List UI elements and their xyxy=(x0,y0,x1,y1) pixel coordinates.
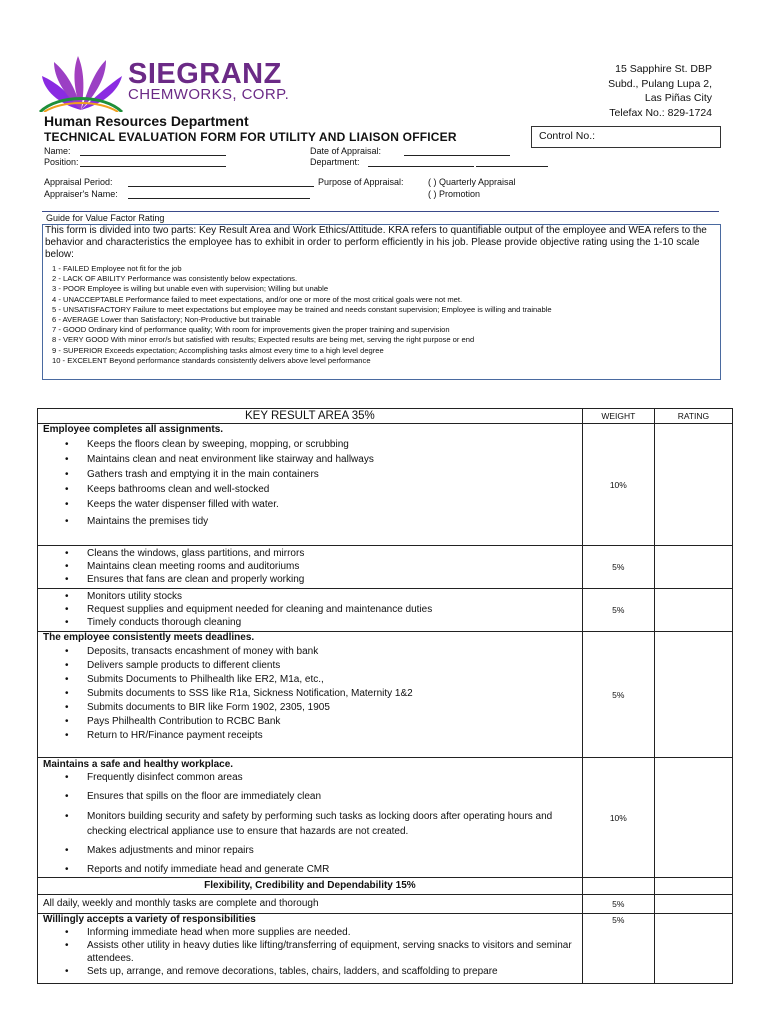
list-item: • Frequently disinfect common areas xyxy=(87,771,582,785)
kra-table xyxy=(37,408,733,984)
kra-cell xyxy=(38,589,583,632)
weight-header: WEIGHT xyxy=(582,409,654,424)
rating-cell[interactable] xyxy=(654,895,732,914)
table-row xyxy=(38,914,733,984)
scale-item: 8 - VERY GOOD With minor error/s but satisfied with results; Expected results are being met, serving the right purpose or end xyxy=(52,335,475,345)
weight-cell: 5% xyxy=(582,546,654,589)
department-field-ext[interactable] xyxy=(476,166,548,167)
company-logo xyxy=(38,54,124,112)
list-item: • Request supplies and equipment needed for cleaning and maintenance duties xyxy=(87,603,582,616)
rating-scale-list xyxy=(52,264,552,366)
task-list xyxy=(38,589,582,629)
control-no-label: Control No.: xyxy=(539,130,596,142)
task-list xyxy=(38,546,582,586)
weight-cell: 5% xyxy=(582,589,654,632)
department-label: Department: xyxy=(310,157,360,167)
appraiser-name-field[interactable] xyxy=(128,198,310,199)
table-row xyxy=(38,424,733,546)
address-line: Las Piñas City xyxy=(644,92,712,104)
list-item: • Informing immediate head when more supplies are needed. xyxy=(87,926,582,939)
scale-item: 4 - UNACCEPTABLE Performance failed to meet expectations, and/or one or more of the most critical goals were not met. xyxy=(52,294,463,304)
rating-cell[interactable] xyxy=(654,758,732,878)
list-item: • Maintains the premises tidy xyxy=(87,513,582,531)
kra-cell xyxy=(38,758,583,878)
scale-item: 9 - SUPERIOR Exceeds expectation; Accomplishing tasks almost every time to a high level degree xyxy=(52,345,384,355)
rating-cell[interactable] xyxy=(654,424,732,546)
weight-cell: 5% xyxy=(582,914,654,984)
list-item: • Submits documents to BIR like Form 1902, 2305, 1905 xyxy=(87,701,582,715)
scale-item: 2 - LACK OF ABILITY Performance was consistently below expectations. xyxy=(52,274,298,284)
table-row xyxy=(38,878,733,895)
task-list xyxy=(38,644,582,743)
flex-header: Flexibility, Credibility and Dependability 15% xyxy=(38,878,583,895)
scale-item: 5 - UNSATISFACTORY Failure to meet expectations but employee may be trained and needs constant supervision; Employee is willing and trainable xyxy=(52,304,552,314)
list-item: • Maintains clean meeting rooms and auditoriums xyxy=(87,560,582,573)
table-row xyxy=(38,758,733,878)
list-item: • Keeps bathrooms clean and well-stocked xyxy=(87,482,582,497)
list-item: • Submits Documents to Philhealth like ER2, M1a, etc., xyxy=(87,673,582,687)
table-header-row xyxy=(38,409,733,424)
rating-header: RATING xyxy=(654,409,732,424)
list-item: • Monitors building security and safety by performing such tasks as locking doors after operating hours and checking electrical appliance use to ensure that hazards are not created. xyxy=(87,809,567,839)
weight-cell: 5% xyxy=(582,895,654,914)
scale-item: 6 - AVERAGE Lower than Satisfactory; Non-Productive but trainable xyxy=(52,315,281,325)
scale-item: 3 - POOR Employee is willing but unable even with supervision; Willing but unable xyxy=(52,284,329,294)
table-row xyxy=(38,632,733,758)
task-list xyxy=(38,771,582,877)
weight-cell: 5% xyxy=(582,632,654,758)
list-item: • Gathers trash and emptying it in the main containers xyxy=(87,467,582,482)
kra-cell xyxy=(38,914,583,984)
rating-cell[interactable] xyxy=(654,878,732,895)
address-line: 15 Sapphire St. DBP xyxy=(615,63,712,75)
weight-cell xyxy=(582,878,654,895)
kra-cell xyxy=(38,546,583,589)
list-item: • Delivers sample products to different clients xyxy=(87,659,582,673)
task-list xyxy=(38,436,582,531)
control-no-box[interactable] xyxy=(531,126,721,148)
quarterly-option[interactable]: ( ) Quarterly Appraisal xyxy=(428,177,516,187)
rating-cell[interactable] xyxy=(654,546,732,589)
kra-header: KEY RESULT AREA 35% xyxy=(38,409,583,424)
date-of-appraisal-field[interactable] xyxy=(404,155,510,156)
company-address xyxy=(608,62,712,120)
department-field[interactable] xyxy=(368,166,474,167)
name-field[interactable] xyxy=(80,155,226,156)
section-title: The employee consistently meets deadlines. xyxy=(43,632,255,643)
company-name: SIEGRANZ xyxy=(128,58,282,90)
guide-intro: This form is divided into two parts: Key Result Area and Work Ethics/Attitude. KRA refers to quantifiable output of the employee and WEA refers to the behavior and characteristics the employee has to exhibit in order to perform efficiently in his job. Please provide objective rating using the 1-10 scale below: xyxy=(45,225,707,261)
purpose-label: Purpose of Appraisal: xyxy=(318,177,404,187)
appraisal-period-field[interactable] xyxy=(128,186,314,187)
list-item: • Submits documents to SSS like R1a, Sickness Notification, Maternity 1&2 xyxy=(87,687,582,701)
department-heading: Human Resources Department xyxy=(44,113,249,129)
list-item: • Assists other utility in heavy duties like lifting/transferring of equipment, serving snacks to visitors and seminar attendees. xyxy=(87,939,577,965)
scale-item: 7 - GOOD Ordinary kind of performance quality; With room for improvements given the proper training and supervision xyxy=(52,325,450,335)
address-line: Subd., Pulang Lupa 2, xyxy=(608,77,712,90)
table-row xyxy=(38,589,733,632)
list-item: • Monitors utility stocks xyxy=(87,590,582,603)
weight-cell: 10% xyxy=(582,424,654,546)
list-item: • Timely conducts thorough cleaning xyxy=(87,616,582,629)
form-title: TECHNICAL EVALUATION FORM FOR UTILITY AND LIAISON OFFICER xyxy=(44,130,457,144)
rating-cell[interactable] xyxy=(654,589,732,632)
list-item: • Pays Philhealth Contribution to RCBC Bank xyxy=(87,715,582,729)
section-title: Employee completes all assignments. xyxy=(43,424,224,435)
name-label: Name: xyxy=(44,146,71,156)
list-item: • Return to HR/Finance payment receipts xyxy=(87,729,582,743)
appraiser-name-label: Appraiser's Name: xyxy=(44,189,118,199)
list-item: • Keeps the water dispenser filled with water. xyxy=(87,497,582,513)
table-row xyxy=(38,895,733,914)
promotion-option[interactable]: ( ) Promotion xyxy=(428,189,481,199)
company-subtitle: CHEMWORKS, CORP. xyxy=(128,86,290,103)
section-title: Maintains a safe and healthy workplace. xyxy=(43,759,234,770)
scale-item: 1 - FAILED Employee not fit for the job xyxy=(52,264,182,273)
flex-row-text: All daily, weekly and monthly tasks are complete and thorough xyxy=(38,895,583,914)
list-item: • Makes adjustments and minor repairs xyxy=(87,844,582,858)
guide-title: Guide for Value Factor Rating xyxy=(46,213,165,223)
rating-cell[interactable] xyxy=(654,914,732,984)
weight-cell: 10% xyxy=(582,758,654,878)
divider xyxy=(42,211,719,212)
date-of-appraisal-label: Date of Appraisal: xyxy=(310,146,382,156)
list-item: • Ensures that spills on the floor are immediately clean xyxy=(87,790,582,804)
list-item: • Ensures that fans are clean and properly working xyxy=(87,573,582,586)
list-item: • Cleans the windows, glass partitions, and mirrors xyxy=(87,547,582,560)
list-item: • Maintains clean and neat environment like stairway and hallways xyxy=(87,452,582,467)
address-line: Telefax No.: 829-1724 xyxy=(609,106,712,119)
list-item: • Keeps the floors clean by sweeping, mopping, or scrubbing xyxy=(87,437,582,452)
position-label: Position: xyxy=(44,157,79,167)
rating-cell[interactable] xyxy=(654,632,732,758)
appraisal-period-label: Appraisal Period: xyxy=(44,177,113,187)
kra-cell xyxy=(38,632,583,758)
task-list xyxy=(38,926,582,978)
scale-item: 10 - EXCELENT Beyond performance standards consistently delivers above level performance xyxy=(52,355,371,365)
table-row xyxy=(38,546,733,589)
position-field[interactable] xyxy=(80,166,226,167)
section-title: Willingly accepts a variety of responsibilities xyxy=(43,914,256,925)
list-item: • Sets up, arrange, and remove decorations, tables, chairs, ladders, and scaffolding to prepare xyxy=(87,965,582,978)
list-item: • Reports and notify immediate head and generate CMR xyxy=(87,863,582,877)
list-item: • Deposits, transacts encashment of money with bank xyxy=(87,645,582,659)
kra-cell xyxy=(38,424,583,546)
